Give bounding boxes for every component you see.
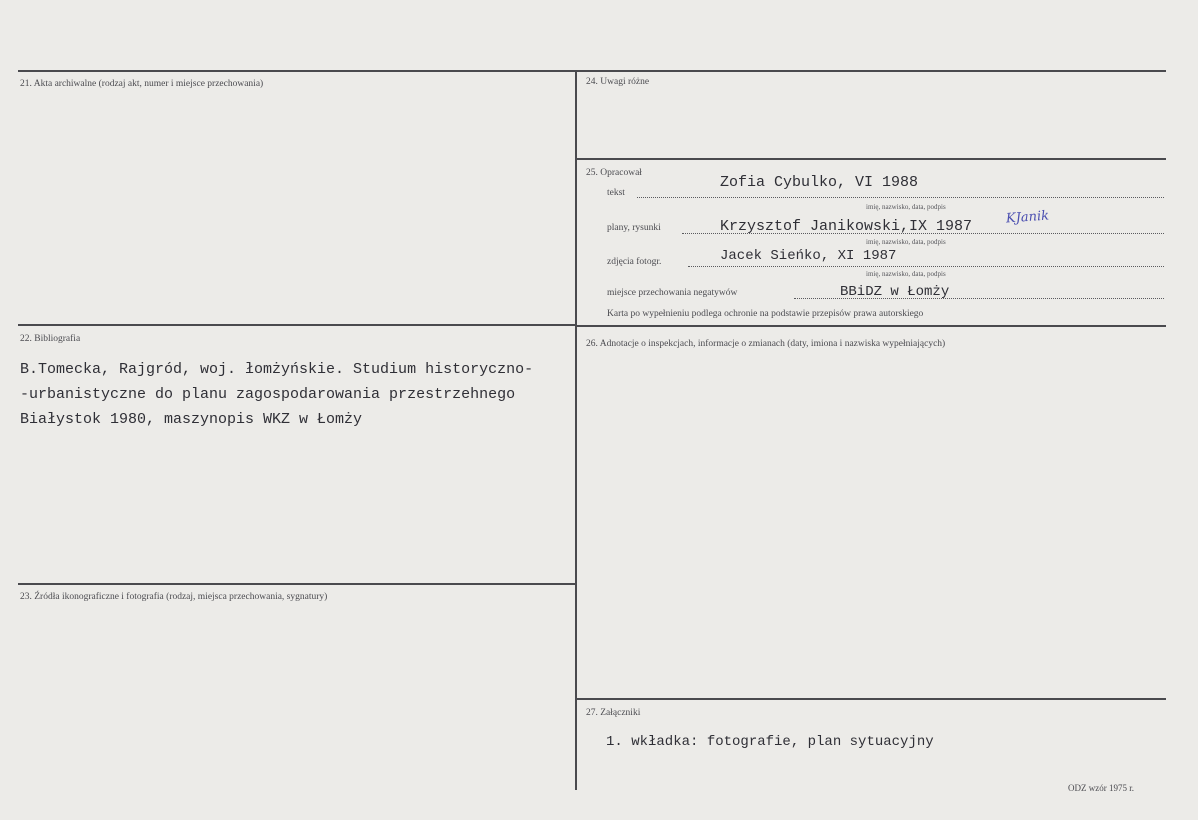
- plany-label: plany, rysunki: [607, 223, 661, 233]
- tekst-value: Zofia Cybulko, VI 1988: [720, 174, 919, 191]
- negatywy-value: BBiDZ w Łomży: [840, 284, 950, 300]
- section-27-label: 27. Załączniki: [586, 708, 641, 718]
- section-24-label: 24. Uwagi różne: [586, 77, 650, 87]
- plany-value: Krzysztof Janikowski,IX 1987: [720, 218, 973, 235]
- attachments-value: 1. wkładka: fotografie, plan sytuacyjny: [606, 734, 934, 750]
- plany-dotted-line: [682, 233, 1164, 234]
- tekst-label: tekst: [607, 188, 625, 198]
- rule-26-27: [576, 698, 1166, 700]
- rule-25-26: [576, 325, 1166, 327]
- tekst-hint: imię, nazwisko, data, podpis: [866, 203, 946, 211]
- negatywy-dotted-line: [794, 298, 1164, 299]
- section-25-label: 25. Opracował: [586, 168, 642, 178]
- plany-signature: KJanik: [1005, 208, 1050, 227]
- section-23-label: 23. Źródła ikonograficzne i fotografia (rodzaj, miejsca przechowania, sygnatury): [20, 592, 328, 602]
- zdjecia-label: zdjęcia fotogr.: [607, 257, 662, 267]
- zdjecia-dotted-line: [688, 266, 1164, 267]
- bibliography-line-1: B.Tomecka, Rajgród, woj. łomżyńskie. Studium historyczno-: [20, 361, 534, 378]
- tekst-dotted-line: [637, 197, 1164, 198]
- section-21-label: 21. Akta archiwalne (rodzaj akt, numer i miejsce przechowania): [20, 79, 264, 89]
- bibliography-line-2: -urbanistyczne do planu zagospodarowania przestrzehnego: [20, 386, 516, 403]
- zdjecia-hint: imię, nazwisko, data, podpis: [866, 270, 946, 278]
- negatywy-label: miejsce przechowania negatywów: [607, 288, 738, 298]
- plany-hint: imię, nazwisko, data, podpis: [866, 238, 946, 246]
- section-26-label: 26. Adnotacje o inspekcjach, informacje o zmianach (daty, imiona i nazwiska wypełniających): [586, 339, 946, 349]
- copyright-note: Karta po wypełnieniu podlega ochronie na podstawie przepisów prawa autorskiego: [607, 309, 924, 319]
- rule-24-25: [576, 158, 1166, 160]
- rule-22-23: [18, 583, 576, 585]
- rule-21-22: [18, 324, 576, 326]
- form-version-footer: ODZ wzór 1975 r.: [1068, 783, 1134, 793]
- bibliography-line-3: Białystok 1980, maszynopis WKZ w Łomży: [20, 411, 363, 428]
- center-divider: [575, 70, 577, 790]
- top-rule: [18, 70, 1166, 72]
- zdjecia-value: Jacek Sieńko, XI 1987: [720, 248, 897, 264]
- section-22-label: 22. Bibliografia: [20, 334, 81, 344]
